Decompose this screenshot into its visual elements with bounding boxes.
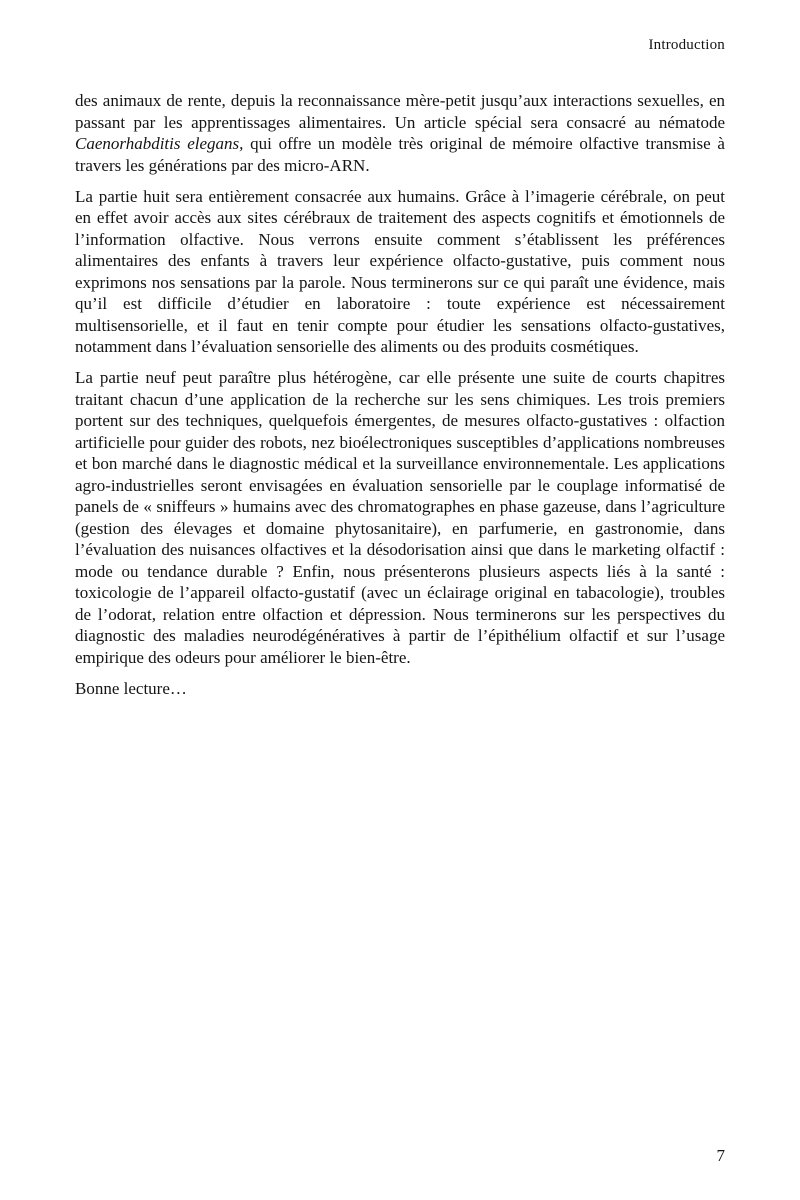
paragraph-2: La partie huit sera entièrement consacrée aux humains. Grâce à l’imagerie cérébrale, on peut en effet avoir accès aux sites cérébraux de traitement des aspects cognitifs et émotionnels de l’information olfactive. Nous verrons ensuite comment s’établissent les préférences alimentaires des enfants à travers leur expérience olfacto-gustative, puis comment nous exprimons nos sensations par la parole. Nous terminerons sur ce qui paraît une évidence, mais qu’il est difficile d’étudier en laboratoire : toute expérience est nécessairement multisensorielle, et il faut en tenir compte pour étudier les sensations olfacto-gustatives, notamment dans l’évaluation sensorielle des aliments ou des produits cosmétiques.: [75, 186, 725, 356]
paragraph-1-text-continued: qui offre un modèle très original de mémoire olfactive transmise à travers les générations par des micro-ARN.: [75, 134, 725, 175]
paragraph-1: [75, 90, 725, 176]
page-footer: [75, 1146, 725, 1166]
page-body: [75, 90, 725, 709]
paragraph-3: La partie neuf peut paraître plus hétérogène, car elle présente une suite de courts chapitres traitant chacun d’une application de la recherche sur les sens chimiques. Les trois premiers portent sur des techniques, quelquefois émergentes, de mesures olfacto-gustatives : olfaction artificielle pour guider des robots, nez bioélectroniques susceptibles d’applications nombreuses et bon marché dans le diagnostic médical et la surveillance environnementale. Les applications agro-industrielles seront envisagées en évaluation sensorielle par le couplage informatisé de panels de « sniffeurs » humains avec des chromatographes en phase gazeuse, dans l’agriculture (gestion des élevages et domaine phytosanitaire), en parfumerie, en gastronomie, dans l’évaluation des nuisances olfactives et la désodorisation ainsi que dans le marketing olfactif : mode ou tendance durable ? Enfin, nous présenterons plusieurs aspects liés à la santé : toxicologie de l’appareil olfacto-gustatif (avec un éclairage original en tabacologie), troubles de l’odorat, relation entre olfaction et dépression. Nous terminerons sur les perspectives du diagnostic des maladies neurodégénératives à partir de l’épithélium olfactif et sur l’usage empirique des odeurs pour améliorer le bien-être.: [75, 368, 725, 667]
species-name-italic: Caenorhabditis elegans,: [75, 134, 244, 153]
paragraph-4: Bonne lecture…: [75, 678, 187, 698]
running-header: [75, 37, 725, 54]
running-header-text: Introduction: [648, 37, 725, 53]
paragraph-1-text: des animaux de rente, depuis la reconnaissance mère-petit jusqu’aux interactions sexuelles, en passant par les apprentissages alimentaires. Un article spécial sera consacré au nématode: [75, 91, 725, 132]
page-number: 7: [716, 1146, 725, 1165]
